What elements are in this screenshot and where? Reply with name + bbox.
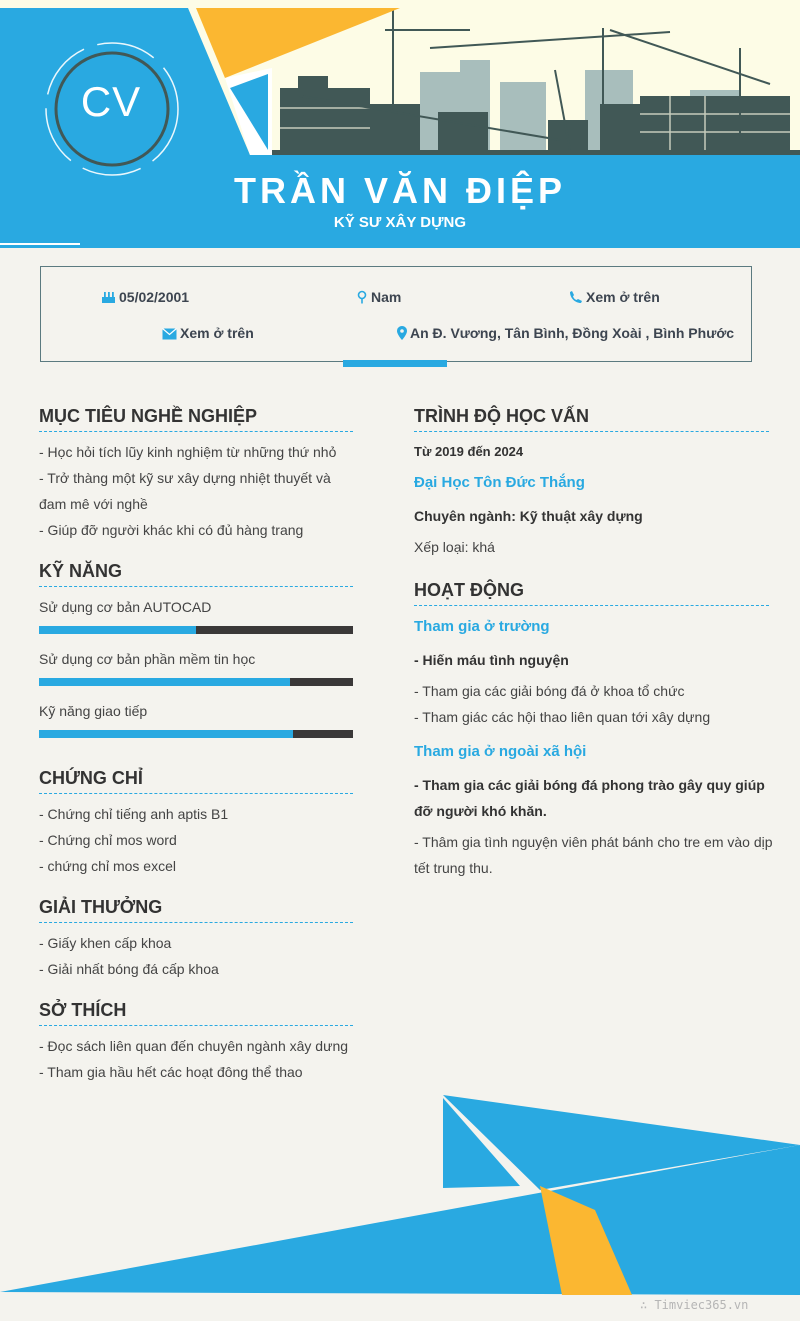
activity-society-heading: Tham gia ở ngoài xã hội [414,743,587,760]
address-value: An Đ. Vương, Tân Bình, Đồng Xoài , Bình Phước [410,325,735,341]
education-major: Chuyên ngành: Kỹ thuật xây dựng [414,508,643,524]
skill-bar-fill [39,678,290,686]
footer-decoration [0,1090,800,1321]
gender-value: Nam [371,289,402,305]
map-pin-icon [397,326,407,340]
skill-label: Sử dụng cơ bản AUTOCAD [39,599,212,615]
cake-icon [101,290,116,304]
skill-label: Sử dụng cơ bản phần mềm tin học [39,651,256,667]
footer-credit: ∴ Timviec365.vn [640,1298,749,1312]
skill-label: Kỹ năng giao tiếp [39,703,148,719]
job-title: KỸ SƯ XÂY DỰNG [333,214,467,231]
envelope-icon [162,328,177,340]
activity-item: - Tham gia các giải bóng đá ở khoa tổ chức [414,683,685,699]
education-title: TRÌNH ĐỘ HỌC VẤN [414,406,769,432]
certificate-item: - chứng chỉ mos excel [39,858,176,874]
objective-title: MỤC TIÊU NGHỀ NGHIỆP [39,406,353,432]
activity-school-heading: Tham gia ở trường [414,618,550,635]
phone-value[interactable]: Xem ở trên [586,289,660,305]
activity-item: - Hiến máu tình nguyện [414,652,569,668]
education-period: Từ 2019 đến 2024 [414,444,524,459]
education-school: Đại Học Tôn Đức Thắng [414,474,585,491]
objective-line: - Giúp đỡ người khác khi có đủ hàng trang [39,522,304,538]
female-icon [356,290,368,304]
activity-item: - Thâm gia tình nguyện viên phát bánh cho tre em vào dịp tết trung thu. [414,834,773,876]
contact-address [397,325,734,341]
hobbies-title: SỞ THÍCH [39,1000,353,1026]
birthday-value: 05/02/2001 [119,289,190,305]
skill-bar [39,626,353,634]
objective-line: - Trở thàng một kỹ sư xây dựng nhiệt thuyết và đam mê với nghề [39,470,331,512]
skill-bar-fill [39,626,196,634]
header-divider [0,243,80,245]
hobby-item: - Đọc sách liên quan đến chuyên ngành xây dưng [39,1038,349,1054]
contact-info-box [40,266,752,362]
hobby-item: - Tham gia hầu hết các hoạt đông thể thao [39,1064,303,1080]
awards-title: GIẢI THƯỞNG [39,897,353,923]
certificate-item: - Chứng chỉ mos word [39,832,177,848]
contact-gender [356,289,401,305]
phone-icon [569,290,583,304]
contact-email [162,325,254,341]
skills-title: KỸ NĂNG [39,561,353,587]
skill-bar-fill [39,730,293,738]
certificate-item: - Chứng chỉ tiếng anh aptis B1 [39,806,229,822]
contact-phone [569,289,660,305]
education-rank: Xếp loại: khá [414,539,495,555]
skill-bar [39,678,353,686]
activity-item: - Tham giác các hội thao liên quan tới xây dựng [414,709,711,725]
activities-title: HOẠT ĐỘNG [414,580,769,606]
contact-accent-bar [343,360,447,367]
contact-birthday [101,289,189,305]
certificates-title: CHỨNG CHỈ [39,768,353,794]
award-item: - Giải nhất bóng đá cấp khoa [39,961,219,977]
skill-bar [39,730,353,738]
objective-line: - Học hỏi tích lũy kinh nghiệm từ những thứ nhỏ [39,444,337,460]
cv-logo-text: CV [80,78,142,125]
activity-item: - Tham gia các giải bóng đá phong trào gây quy giúp đỡ người khó khăn. [414,777,765,819]
award-item: - Giấy khen cấp khoa [39,935,172,951]
email-value[interactable]: Xem ở trên [180,325,254,341]
candidate-name: TRẦN VĂN ĐIỆP [233,170,567,211]
